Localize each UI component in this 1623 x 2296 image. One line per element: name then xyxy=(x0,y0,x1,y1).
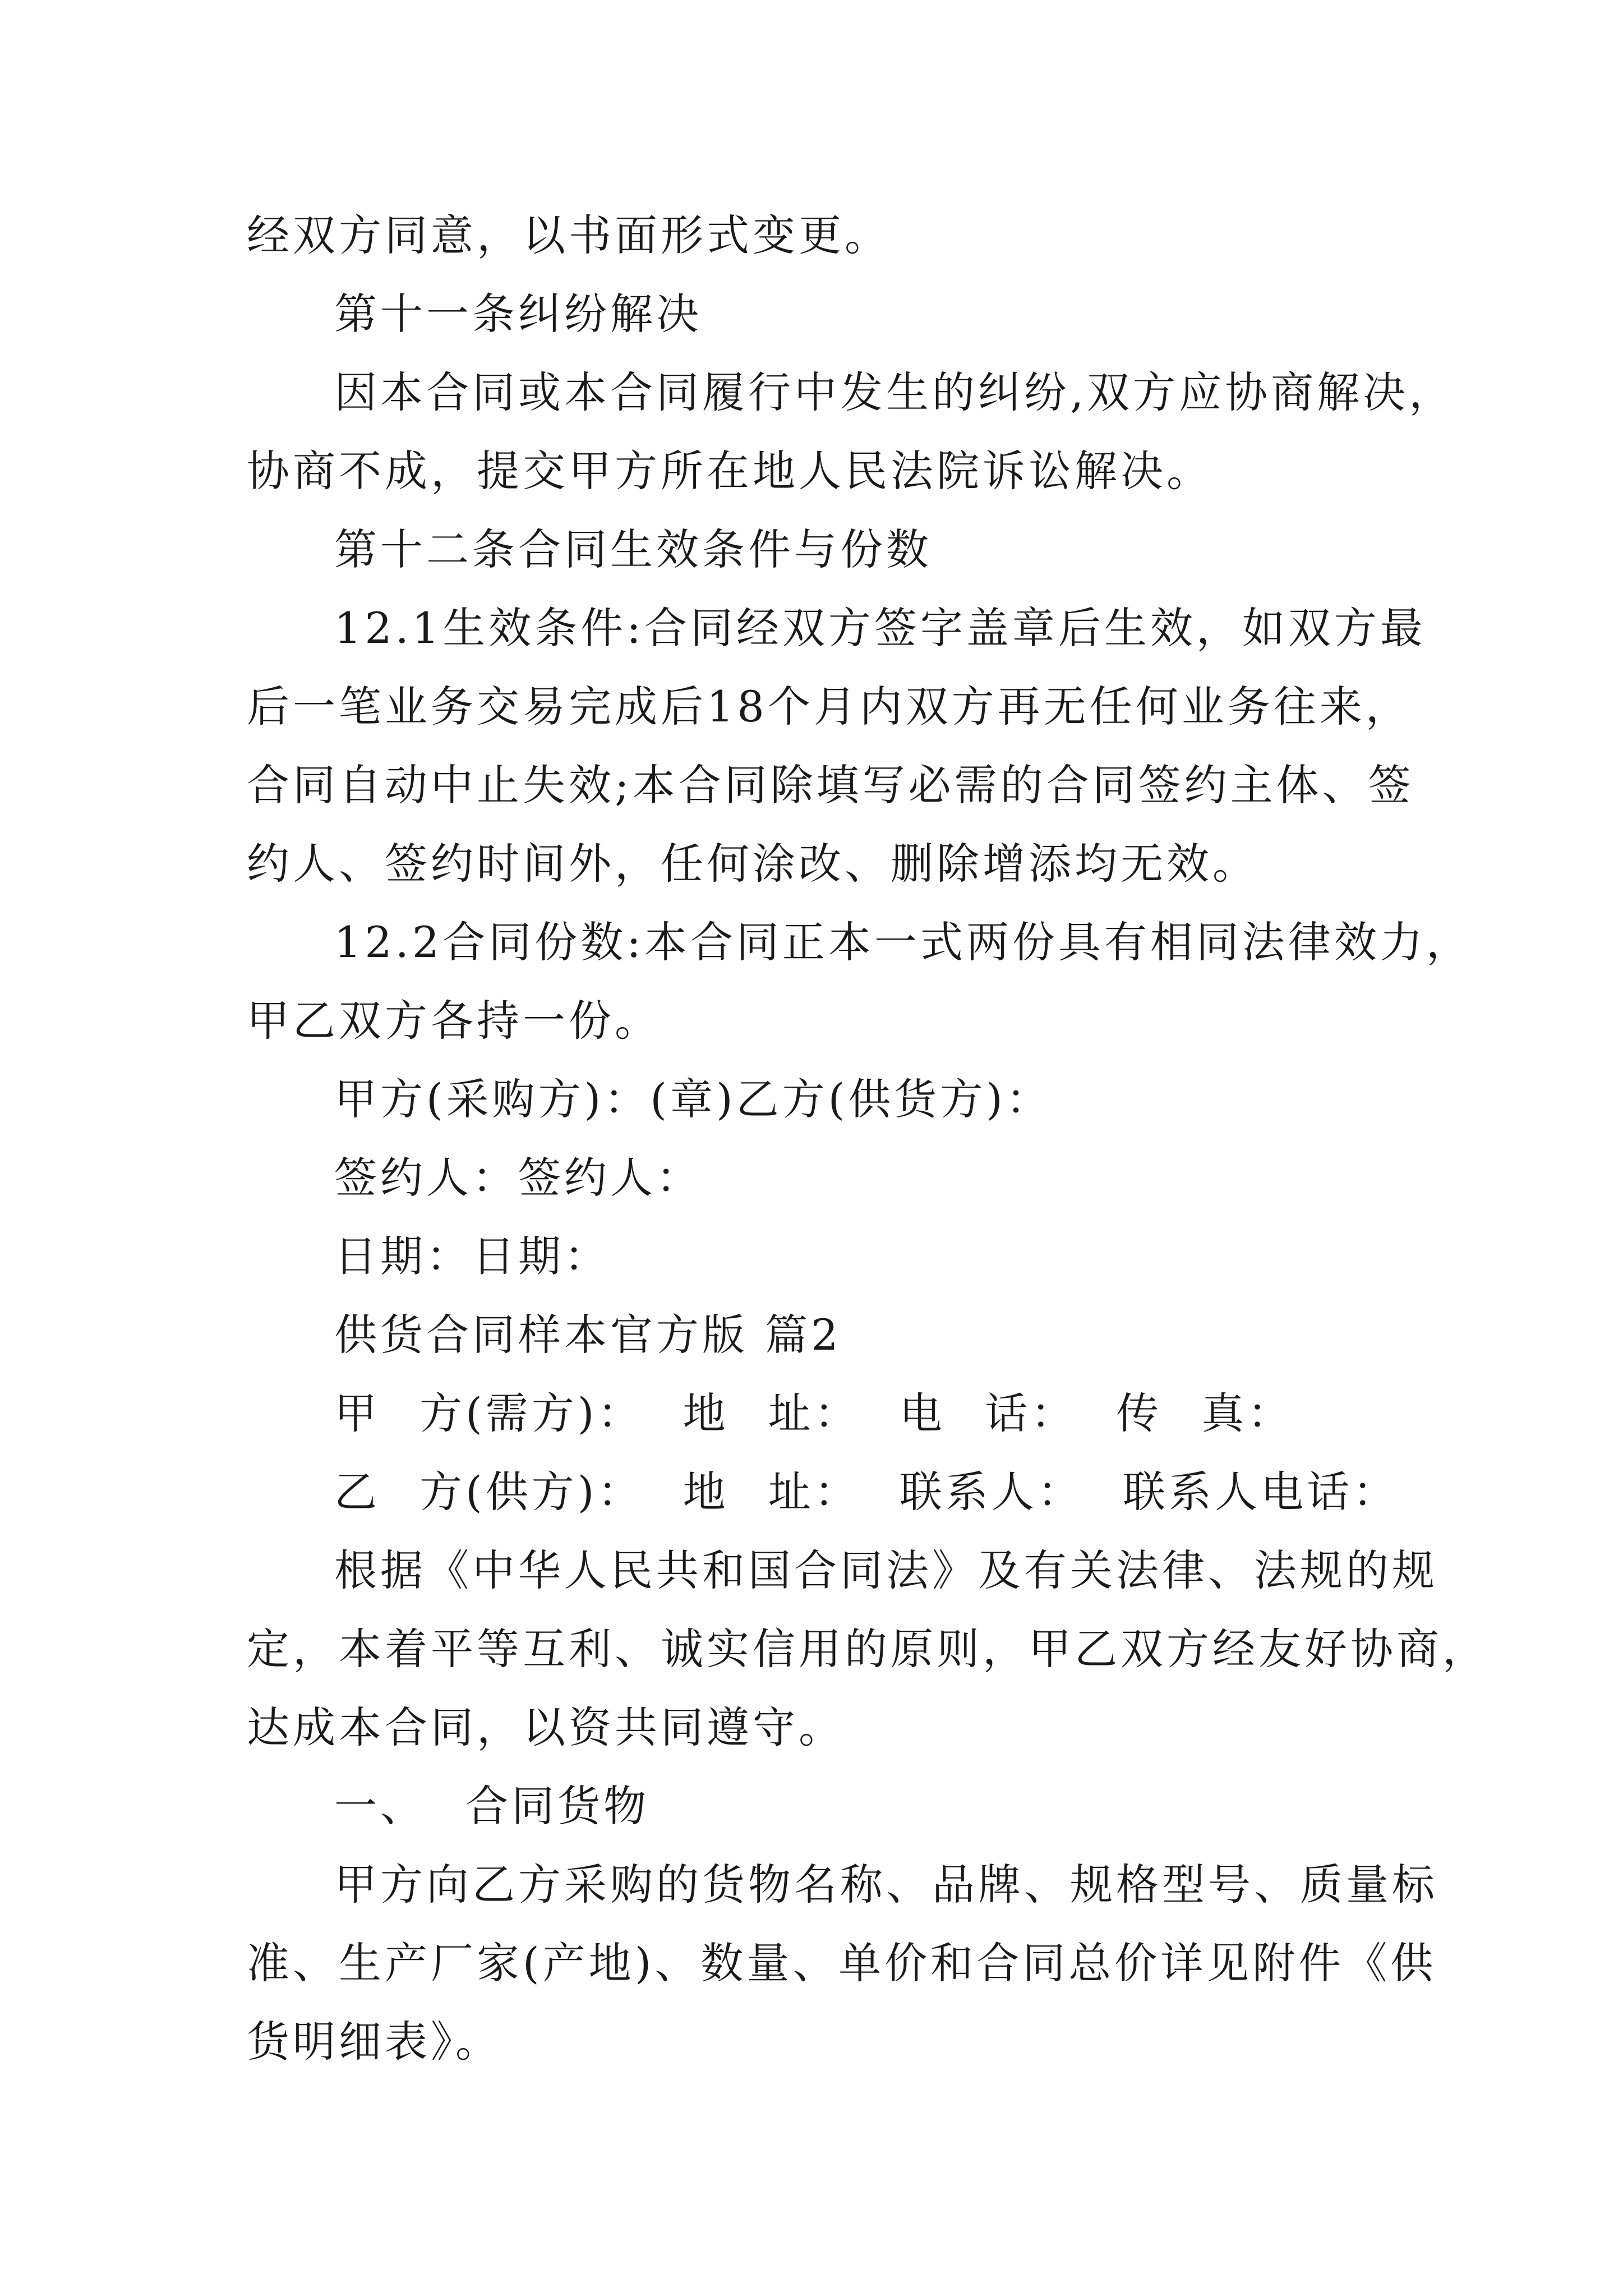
section-heading-12: 第十二条合同生效条件与份数 xyxy=(334,524,932,574)
body-text-line: 甲方向乙方采购的货物名称、品牌、规格型号、质量标 xyxy=(334,1860,1438,1910)
body-text-line: 12.1生效条件:合同经双方签字盖章后生效，如双方最 xyxy=(334,603,1426,653)
body-text-line: 约人、签约时间外，任何涂改、删除增添均无效。 xyxy=(247,839,1258,889)
body-text-line: 因本合同或本合同履行中发生的纠纷,双方应协商解决， xyxy=(334,367,1455,417)
date-line: 日期：日期： xyxy=(334,1231,610,1281)
body-text-line: 合同自动中止失效;本合同除填写必需的合同签约主体、签 xyxy=(247,760,1414,810)
signatory-line: 签约人：签约人： xyxy=(334,1153,702,1203)
body-text-line: 后一笔业务交易完成后18个月内双方再无任何业务往来， xyxy=(247,682,1412,731)
body-text-line: 经双方同意，以书面形式变更。 xyxy=(247,210,891,260)
body-text-line: 根据《中华人民共和国合同法》及有关法律、法规的规 xyxy=(334,1545,1438,1595)
section-title-part-2: 供货合同样本官方版 篇2 xyxy=(334,1310,842,1360)
signature-party-line: 甲方(采购方)：(章)乙方(供货方)： xyxy=(334,1074,1052,1124)
body-text-line: 甲乙双方各持一份。 xyxy=(247,996,661,1046)
body-text-line: 定，本着平等互利、诚实信用的原则，甲乙双方经友好协商， xyxy=(247,1624,1488,1674)
section-heading-goods: 一、 合同货物 xyxy=(334,1781,650,1831)
body-text-line: 货明细表》。 xyxy=(247,2017,501,2067)
body-text-line: 12.2合同份数:本合同正本一式两份具有相同法律效力， xyxy=(334,917,1472,967)
party-b-info-line: 乙 方(供方)： 地 址： 联系人： 联系人电话： xyxy=(334,1467,1399,1517)
body-text-line: 达成本合同，以资共同遵守。 xyxy=(247,1703,845,1752)
party-a-info-line: 甲 方(需方)： 地 址： 电 话： 传 真： xyxy=(334,1388,1294,1438)
section-heading-11: 第十一条纠纷解决 xyxy=(334,289,702,339)
body-text-line: 协商不成，提交甲方所在地人民法院诉讼解决。 xyxy=(247,446,1212,496)
body-text-line: 准、生产厂家(产地)、数量、单价和合同总价详见附件《供 xyxy=(247,1938,1437,1988)
